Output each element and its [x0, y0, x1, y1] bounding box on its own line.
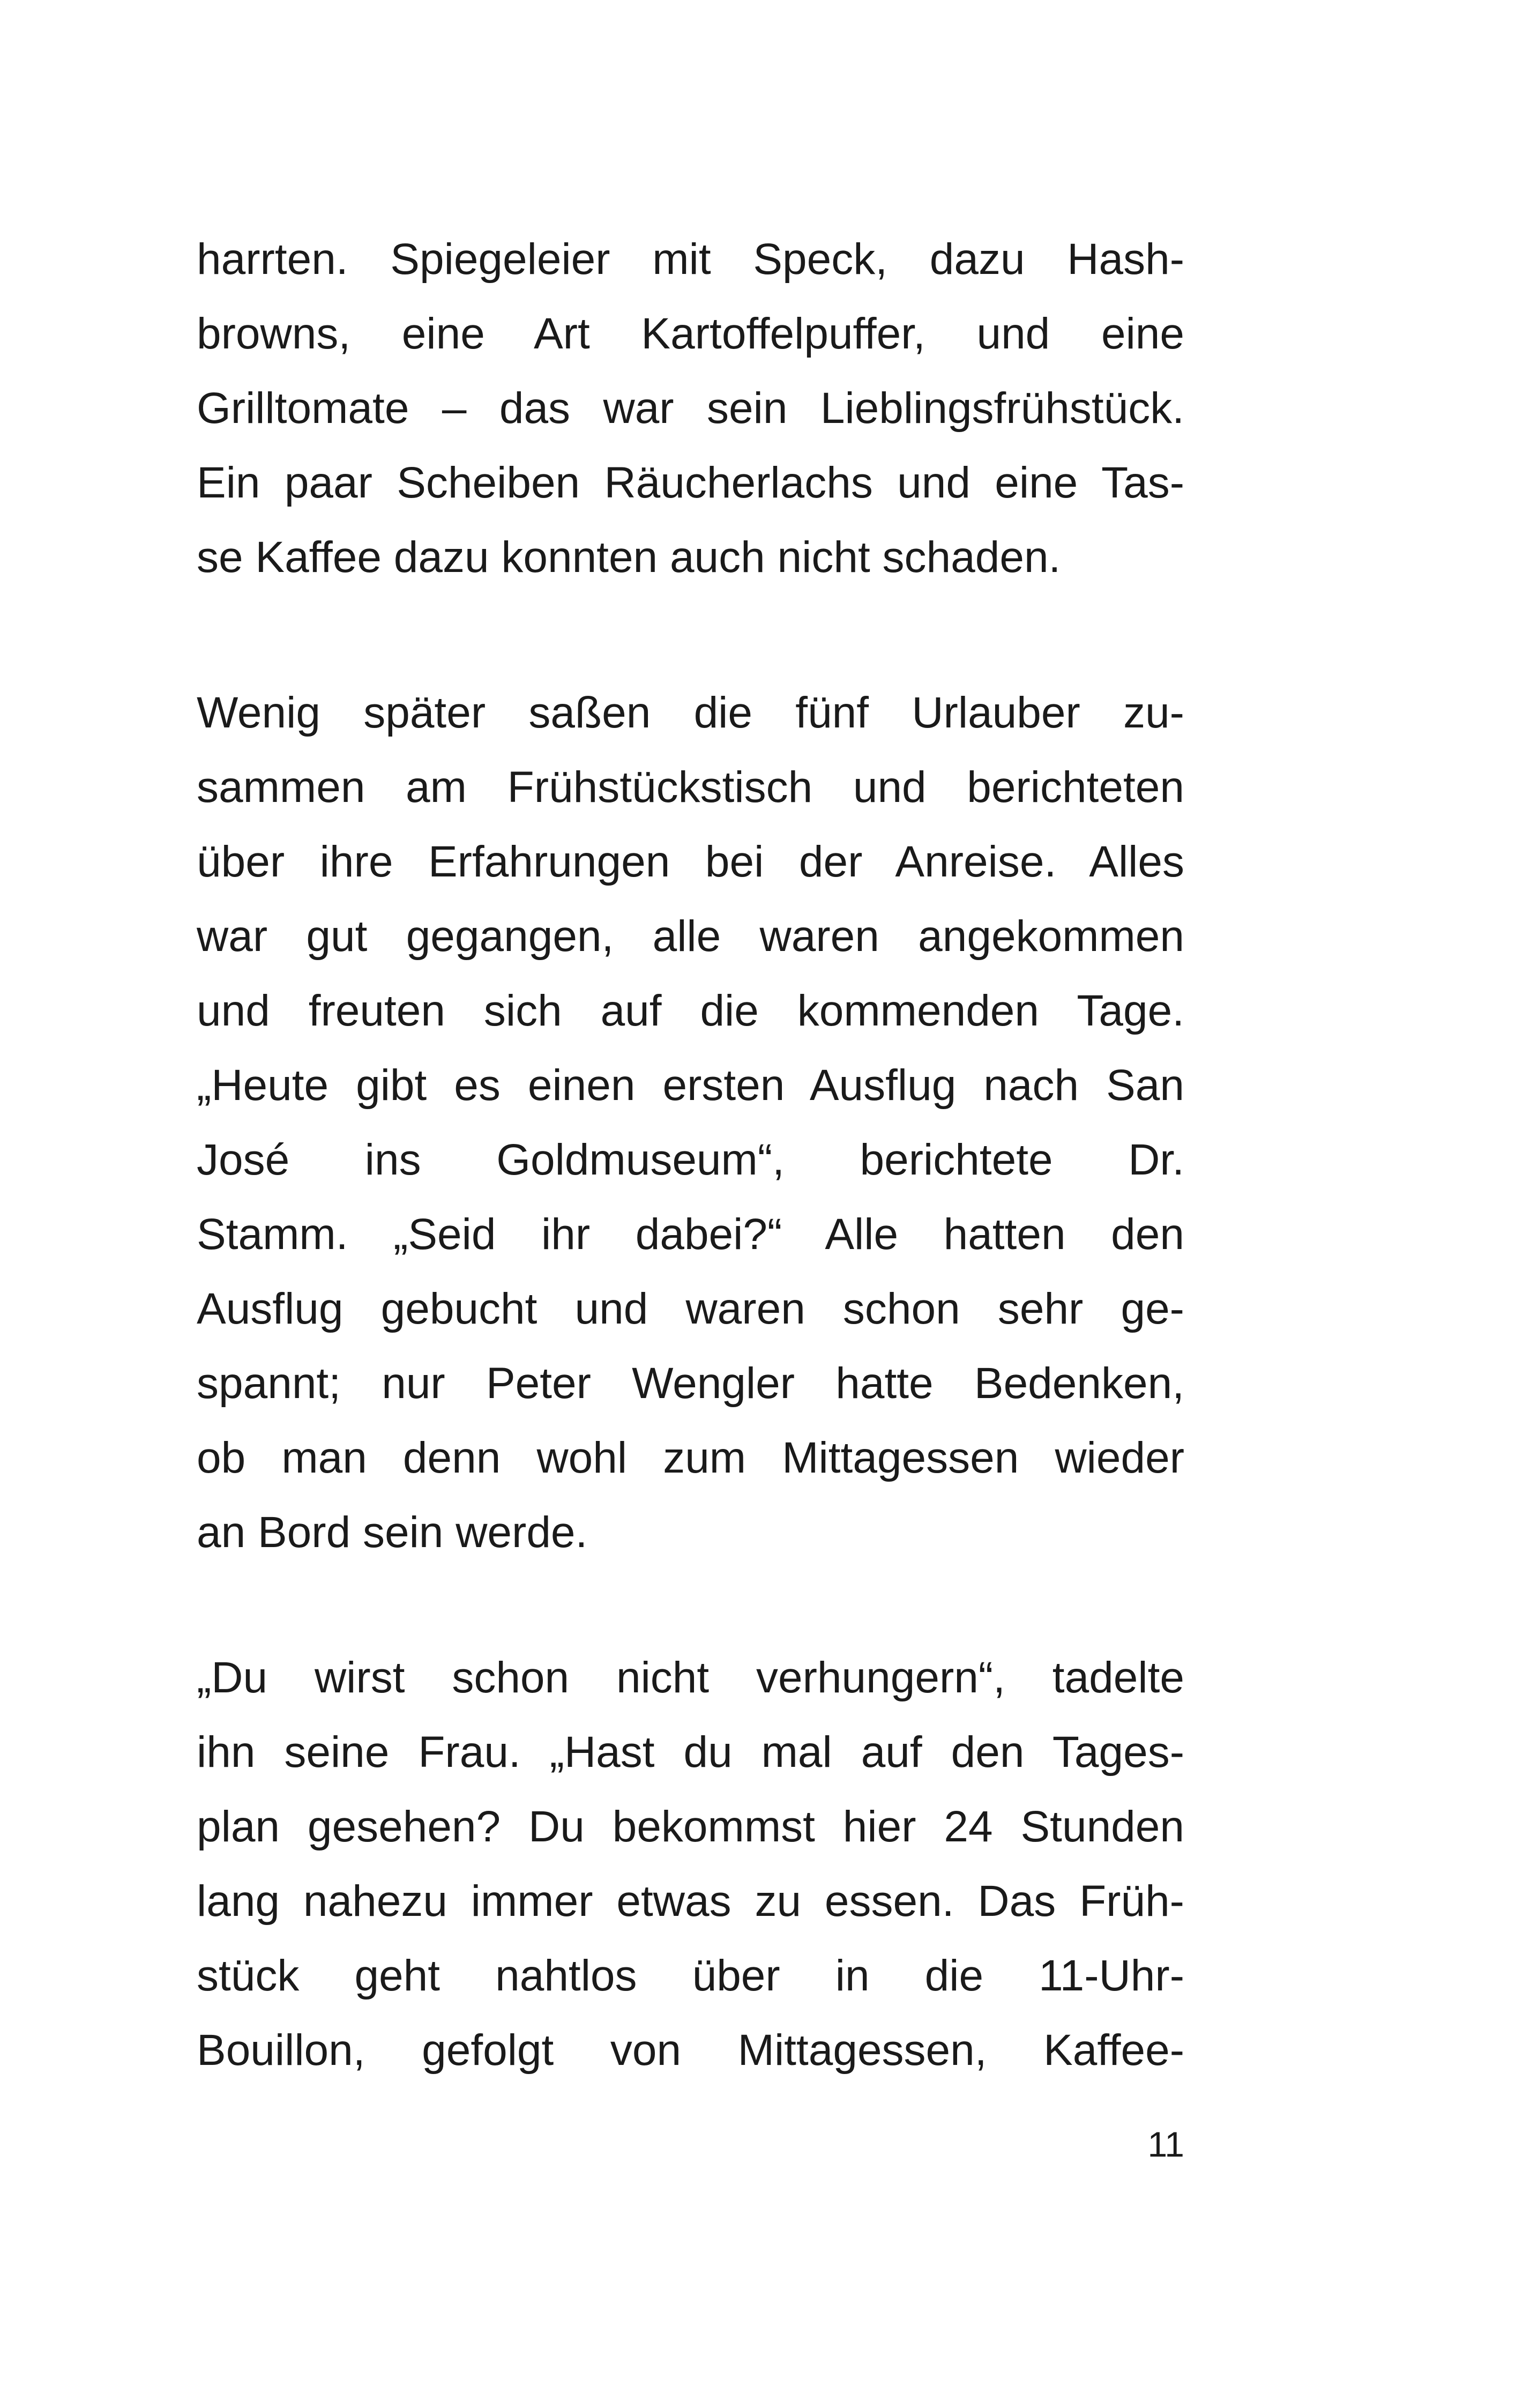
- text-line: und freuten sich auf die kommenden Tage.: [197, 986, 1184, 1035]
- text-line: Grilltomate – das war sein Lieblingsfrühstück.: [197, 384, 1184, 433]
- text-line: Wenig später saßen die fünf Urlauber zu-: [197, 688, 1184, 737]
- text-line: „Heute gibt es einen ersten Ausflug nach San: [197, 1061, 1184, 1110]
- text-line: stück geht nahtlos über in die 11-Uhr-: [197, 1951, 1184, 2000]
- text-line: Bouillon, gefolgt von Mittagessen, Kaffee-: [197, 2026, 1184, 2075]
- text-line: José ins Goldmuseum“, berichtete Dr.: [197, 1135, 1184, 1184]
- page-number: 11: [1147, 2124, 1184, 2164]
- text-line: über ihre Erfahrungen bei der Anreise. Alles: [197, 837, 1184, 886]
- text-line: an Bord sein werde.: [197, 1508, 588, 1557]
- text-line: spannt; nur Peter Wengler hatte Bedenken,: [197, 1359, 1184, 1408]
- text-line: „Du wirst schon nicht verhungern“, tadelte: [197, 1653, 1184, 1702]
- text-line: Ausflug gebucht und waren schon sehr ge-: [197, 1284, 1184, 1333]
- text-line: ihn seine Frau. „Hast du mal auf den Tages-: [197, 1728, 1184, 1777]
- text-line: Ein paar Scheiben Räucherlachs und eine Tas-: [197, 458, 1184, 507]
- text-line: sammen am Frühstückstisch und berichteten: [197, 763, 1184, 812]
- paragraph-3: [197, 1640, 1184, 2087]
- text-line: lang nahezu immer etwas zu essen. Das Früh-: [197, 1877, 1184, 1926]
- paragraph-1: [197, 222, 1184, 594]
- text-line: ob man denn wohl zum Mittagessen wieder: [197, 1433, 1184, 1482]
- text-line: Stamm. „Seid ihr dabei?“ Alle hatten den: [197, 1210, 1184, 1259]
- text-line: harrten. Spiegeleier mit Speck, dazu Hash-: [197, 235, 1184, 284]
- text-line: se Kaffee dazu konnten auch nicht schaden.: [197, 533, 1061, 582]
- paragraph-2: [197, 675, 1184, 1570]
- text-line: plan gesehen? Du bekommst hier 24 Stunden: [197, 1802, 1184, 1851]
- text-line: browns, eine Art Kartoffelpuffer, und eine: [197, 309, 1184, 358]
- text-line: war gut gegangen, alle waren angekommen: [197, 912, 1184, 961]
